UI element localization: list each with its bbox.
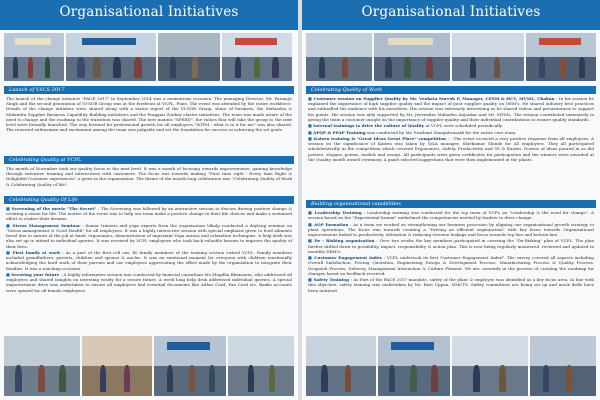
- left-bottom-photo-strip: [4, 336, 294, 396]
- bullet-heading: AOP formation: [313, 221, 349, 227]
- launch-paragraph: The launch of the change initiative "PACE 2017" in September 2014 was a momentous occasion. The managing Director, Mr. Paramjit Singh and the second generation of VI-SOR Group was at the forefront at VCPL, Pune. The event was attended by the entire workforce. Details of the change initiative were shared along with a status report of the VI-SOR Group, share of business, the Mahindra & Mahindra Supplier Business Capability Building initiatives and the Praggati Zonkey cluster initiatives. The team was made aware of the need to change and the roadmap to the transition was shared. The new mantra "SPEED", the values that will take the group to the next level were formally launched. The way forward for professional growth for all employees "WIFM - what is in it for me" was also shared. The renewed enthusiasm and excitement among the team was palpable and set the foundation for success in achieving the set goals.: [6, 96, 292, 133]
- event-photo: [452, 33, 524, 81]
- event-photo: [530, 336, 596, 396]
- bullet-heading: De - Risking organisation: [314, 238, 375, 244]
- event-photo: [66, 33, 156, 81]
- bullet-heading: Kaizen training & "Great Ideas Great Place" competition: [313, 135, 447, 141]
- bullet-heading: Customer Engagement Index: [314, 255, 382, 261]
- section-header-building: [306, 200, 596, 208]
- bullet-text: : In his session he explained the importance of high supplier quality and the impact of poor supplier quality on OEM's. He shared industry best practices and enthralled the audience with his anecdotes. His session was extremely interesting as he shared videos and presentations to support his points. His session was ably supported by Mr. Jeevendra Mahadeo Anjankar and Mr. MVML. The session contributed immensely in giving the team a customer insight on the importance of supplier quality and their individual contributions to ensure quality standards.: [308, 96, 594, 122]
- event-photo: [452, 336, 528, 396]
- quality-life-list: [6, 206, 292, 294]
- event-photo: [4, 336, 80, 396]
- list-item: ■ Kaizen training & "Great Ideas Great Place" competition : - The event received a very positive response from all employees. A session on the significance of Kaizen was taken by Q&A manager, Shivkumar Shinde for all employees. They all participated wholeheartedly in the competition which covered Ergonomics, Safety, Productivity and 5S & Kaizen. Dozens of ideas poured in as did posters, slogans, poems, models and essays. All participants were given certificates for participation and the winners were awarded at the Quality month award ceremony. A panel selected suggestions that were then implemented at the plants.: [308, 135, 595, 162]
- list-item: ■ First family at work : As a part of the first roll out, 40 family members of the training section visited VCPL. Family members included grandfathers, parents, children and spouse & uncles. It was an emotional moment for everyone with children emotionally acknowledging the hard work of their parents and our employees appreciating the effort made by the organisation to integrate their families. It was a touching occasion.: [6, 250, 293, 271]
- bullet-heading: Internal trainings to drive the culture of Quality: [313, 123, 425, 129]
- right-page-title: Organisational Initiatives: [361, 4, 541, 20]
- bullet-text: : Senior trainers and yoga experts from the organisation Vikalp conducted a daylong seminar on "Stress management & Good Health" for all employees. It was a highly interactive session with special emphasis given to food ailments faced due to nature of the job at hand, ergonomics, demonstration of important Yoga asanas and relaxation techniques. A help desk was also set up to attend to individual queries. It was received by VCPL employees who took back valuable lessons to improve the quality of their lives.: [6, 222, 293, 249]
- section-title: Celebrating Quality of Work: [311, 87, 383, 93]
- building-list: [308, 210, 594, 294]
- event-photo: [526, 33, 596, 81]
- list-item: ■ Internal trainings to drive the culture of Quality at VCPL were scheduled periodically.: [308, 123, 503, 129]
- bullet-heading: Stress Management Seminar: [12, 222, 81, 228]
- bullet-heading: APQP & PPAP Training: [313, 129, 366, 135]
- list-item: ■ APQP & PPAP Training was conducted by Mr. Prashant Mangalwasath for the entire core team.: [308, 129, 517, 135]
- bullet-text: : As a part of the first roll out, 40 family members of the training section visited VCPL. Family members included grandfathers, parents, children and spouse & uncles. It was an emotional moment for everyone with children emotionally acknowledging the hard work of their parents and our employees appreciating the effort made by the organisation to integrate their families. It was a touching occasion.: [6, 250, 293, 271]
- right-page: [302, 0, 600, 400]
- bullet-text: : Leadership training was conducted for the top team of VCPL on "Leadership & the need for change". A session based on the "Experiential format" underlined the competencies needed by leaders to drive change.: [308, 210, 595, 221]
- list-item: ■ AOP formation : As a team we worked on strengthening our business processes by aligning our organisational growth strategy to plant operations. The focus was towards creating a "Driving an efficient organisation" with key focus towards Organisational improvements linked to productivity, utilisation & reducing revenue leakage and focus towards top line and bottom line.: [308, 221, 594, 237]
- event-photo: [154, 336, 226, 396]
- event-photo: [82, 336, 152, 396]
- event-photo: [306, 33, 372, 81]
- event-photo: [374, 33, 450, 81]
- bullet-text: : As a team we worked on strengthening our business processes by aligning our organisational growth strategy to plant operations. The focus was towards creating a "Driving an efficient organisation" with key focus towards Organisational improvements linked to productivity, utilisation & reducing revenue leakage and focus towards top line and bottom line.: [308, 221, 594, 237]
- section-header-quality-work: [306, 86, 596, 94]
- event-photo: [378, 336, 450, 396]
- section-header-celebrating: [4, 156, 294, 164]
- list-item: ■ Stress Management Seminar : Senior trainers and yoga experts from the organisation Vikalp conducted a daylong seminar on "Stress management & Good Health" for all employees. It was a highly interactive session with special emphasis given to food ailments faced due to nature of the job at hand, ergonomics, demonstration of important Yoga asanas and relaxation techniques. A help desk was also set up to attend to individual queries. It was received by VCPL employees who took back valuable lessons to improve the quality of their lives.: [6, 222, 293, 249]
- event-photo: [228, 336, 294, 396]
- list-item: ■ Customer Engagement Index : VCPL undertook its first Customer Engagement Index*. The survey covered all aspects including Overall Satisfaction, Pricing Quotation, Engineering Design & Development Process, Manufacturing Process & Quality Process, Despatch Process, Delivery, Management Interaction & Culture Fitment. We are currently in the process of creating the roadmap for changes based on feedback received.: [308, 255, 594, 276]
- left-top-photo-strip: [4, 33, 292, 81]
- event-photo: [222, 33, 292, 81]
- right-bottom-photo-strip: [306, 336, 596, 396]
- left-page-title: Organisational Initiatives: [59, 4, 239, 20]
- bullet-text: : A highly informative session was conducted by financial consultant Ms Mugdha Bhimsaria, who addressed all employees and shared insights on investing wisely for a secure future. A week long help desk addressed individual queries. A special empowerment drive was undertaken to ensure all employees had essential documents like Adhar Card, Pan Card etc. Banks accounts were opened for all female employees.: [6, 272, 292, 293]
- list-item: ■ Customer session on Supplier Quality by Mr. Venkata Suresh P, Manager, CESM & HCV, MVML, Chakan : In his session he explained the importance of high supplier quality and the impact of poor supplier quality on OEM's. He shared industry best practices and enthralled the audience with his anecdotes. His session was extremely interesting as he shared videos and presentations to support his points. His session was ably supported by Mr. Jeevendra Mahadeo Anjankar and Mr. MVML. The session contributed immensely in giving the team a customer insight on the importance of supplier quality and their individual contributions to ensure quality standards.: [308, 96, 594, 122]
- event-photo: [4, 33, 64, 81]
- right-header: [302, 0, 600, 30]
- left-header: [0, 0, 298, 30]
- bullet-text: : Over two weeks the key members participated in covering the "De-Risking" plan of VCPL. The plan further drilled down to possibility, impact, responsibility & action plan. This is now being regularly monitored, reviewed and updated in monthly DRM's.: [308, 238, 594, 254]
- right-top-photo-strip: [306, 33, 596, 81]
- bullet-text: : VCPL undertook its first Customer Engagement Index*. The survey covered all aspects including Overall Satisfaction, Pricing Quotation, Engineering Design & Development Process, Manufacturing Process & Quality Process, Despatch Process, Delivery, Management Interaction & Culture Fitment. We are currently in the process of creating the roadmap for changes based on feedback received.: [308, 255, 594, 276]
- section-header-quality-life: [4, 196, 294, 204]
- list-item: ■ Screening of the movie "The Secret" : The Screening was followed by an interactive session to discuss driving positive change & creating a vision for life. The motive of the event was to help our team make a positive change in their life choices and make a sustained effort to realise their dreams.: [6, 206, 293, 222]
- section-title: Building organisational capabilities: [311, 201, 401, 207]
- list-item: ■ Safety Training : As Part of the PACE 2017 mandate, safety of the plant & employee was identified as a key focus area. In line with this objective, safety training was undertaken by Mr. Ravi Uppan, NMCTS. Safety committees are being set up and mock drills have been initiated.: [308, 277, 595, 293]
- bullet-text: was conducted by Mr. Prashant Mangalwasath for the entire core team.: [365, 129, 517, 135]
- bullet-heading: Safety Training: [313, 277, 349, 283]
- quality-work-list: [308, 96, 594, 163]
- section-title: Celebrating Quality at VCPL: [9, 157, 82, 163]
- section-title: Launch of VSCS 2017: [9, 87, 65, 93]
- event-photo: [306, 336, 376, 396]
- left-page: [0, 0, 298, 400]
- list-item: ■ De - Risking organisation : Over two weeks the key members participated in covering the "De-Risking" plan of VCPL. The plan further drilled down to possibility, impact, responsibility & action plan. This is now being regularly monitored, reviewed and updated in monthly DRM's.: [308, 238, 594, 254]
- bullet-text: : - The event received a very positive response from all employees. A session on the significance of Kaizen was taken by Q&A manager, Shivkumar Shinde for all employees. They all participated wholeheartedly in the competition which covered Ergonomics, Safety, Productivity and 5S & Kaizen. Dozens of ideas poured in as did posters, slogans, poems, models and essays. All participants were given certificates for participation and the winners were awarded at the Quality month award ceremony. A panel selected suggestions that were then implemented at the plants.: [308, 135, 595, 162]
- bullet-heading: Screening of the movie "The Secret": [11, 206, 97, 211]
- bullet-text: at VCPL were scheduled periodically.: [424, 123, 503, 129]
- bullet-heading: Securing your future: [11, 272, 60, 277]
- section-header-launch: [4, 86, 294, 94]
- bullet-heading: Customer session on Supplier Quality by Mr. Venkata Suresh P, Manager, CESM & HCV, MVML, Chakan: [313, 96, 555, 101]
- list-item: ■ Leadership Training : Leadership training was conducted for the top team of VCPL on "Leadership & the need for change". A session based on the "Experiential format" underlined the competencies needed by leaders to drive change.: [308, 210, 595, 221]
- bullet-heading: Leadership Training: [314, 210, 362, 215]
- bullet-heading: First family at work: [12, 250, 61, 255]
- bullet-text: : As Part of the PACE 2017 mandate, safety of the plant & employee was identified as a key focus area. In line with this objective, safety training was undertaken by Mr. Ravi Uppan, NMCTS. Safety committees are being set up and mock drills have been initiated.: [308, 277, 595, 293]
- celebrating-paragraph: The month of November took our quality focus to the next level. It was a month of focusing towards improvements, gaining knowledge through extensive training and interactions with customers. The focus was towards making "First time right - Every time Right & Delightful Customer experiences" a given in the organization. The theme of the month long celebration was "Celebrating Quality of Work & Celebrating Quality of life".: [6, 166, 292, 187]
- list-item: ■ Securing your future : A highly informative session was conducted by financial consultant Ms Mugdha Bhimsaria, who addressed all employees and shared insights on investing wisely for a secure future. A week long help desk addressed individual queries. A special empowerment drive was undertaken to ensure all employees had essential documents like Adhar Card, Pan Card etc. Banks accounts were opened for all female employees.: [6, 272, 292, 293]
- section-title: Celebrating Quality Of Life: [9, 197, 78, 203]
- bullet-text: : The Screening was followed by an interactive session to discuss driving positive change & creating a vision for life. The motive of the event was to help our team make a positive change in their life choices and make a sustained effort to realise their dreams.: [6, 206, 293, 222]
- event-photo: [158, 33, 220, 81]
